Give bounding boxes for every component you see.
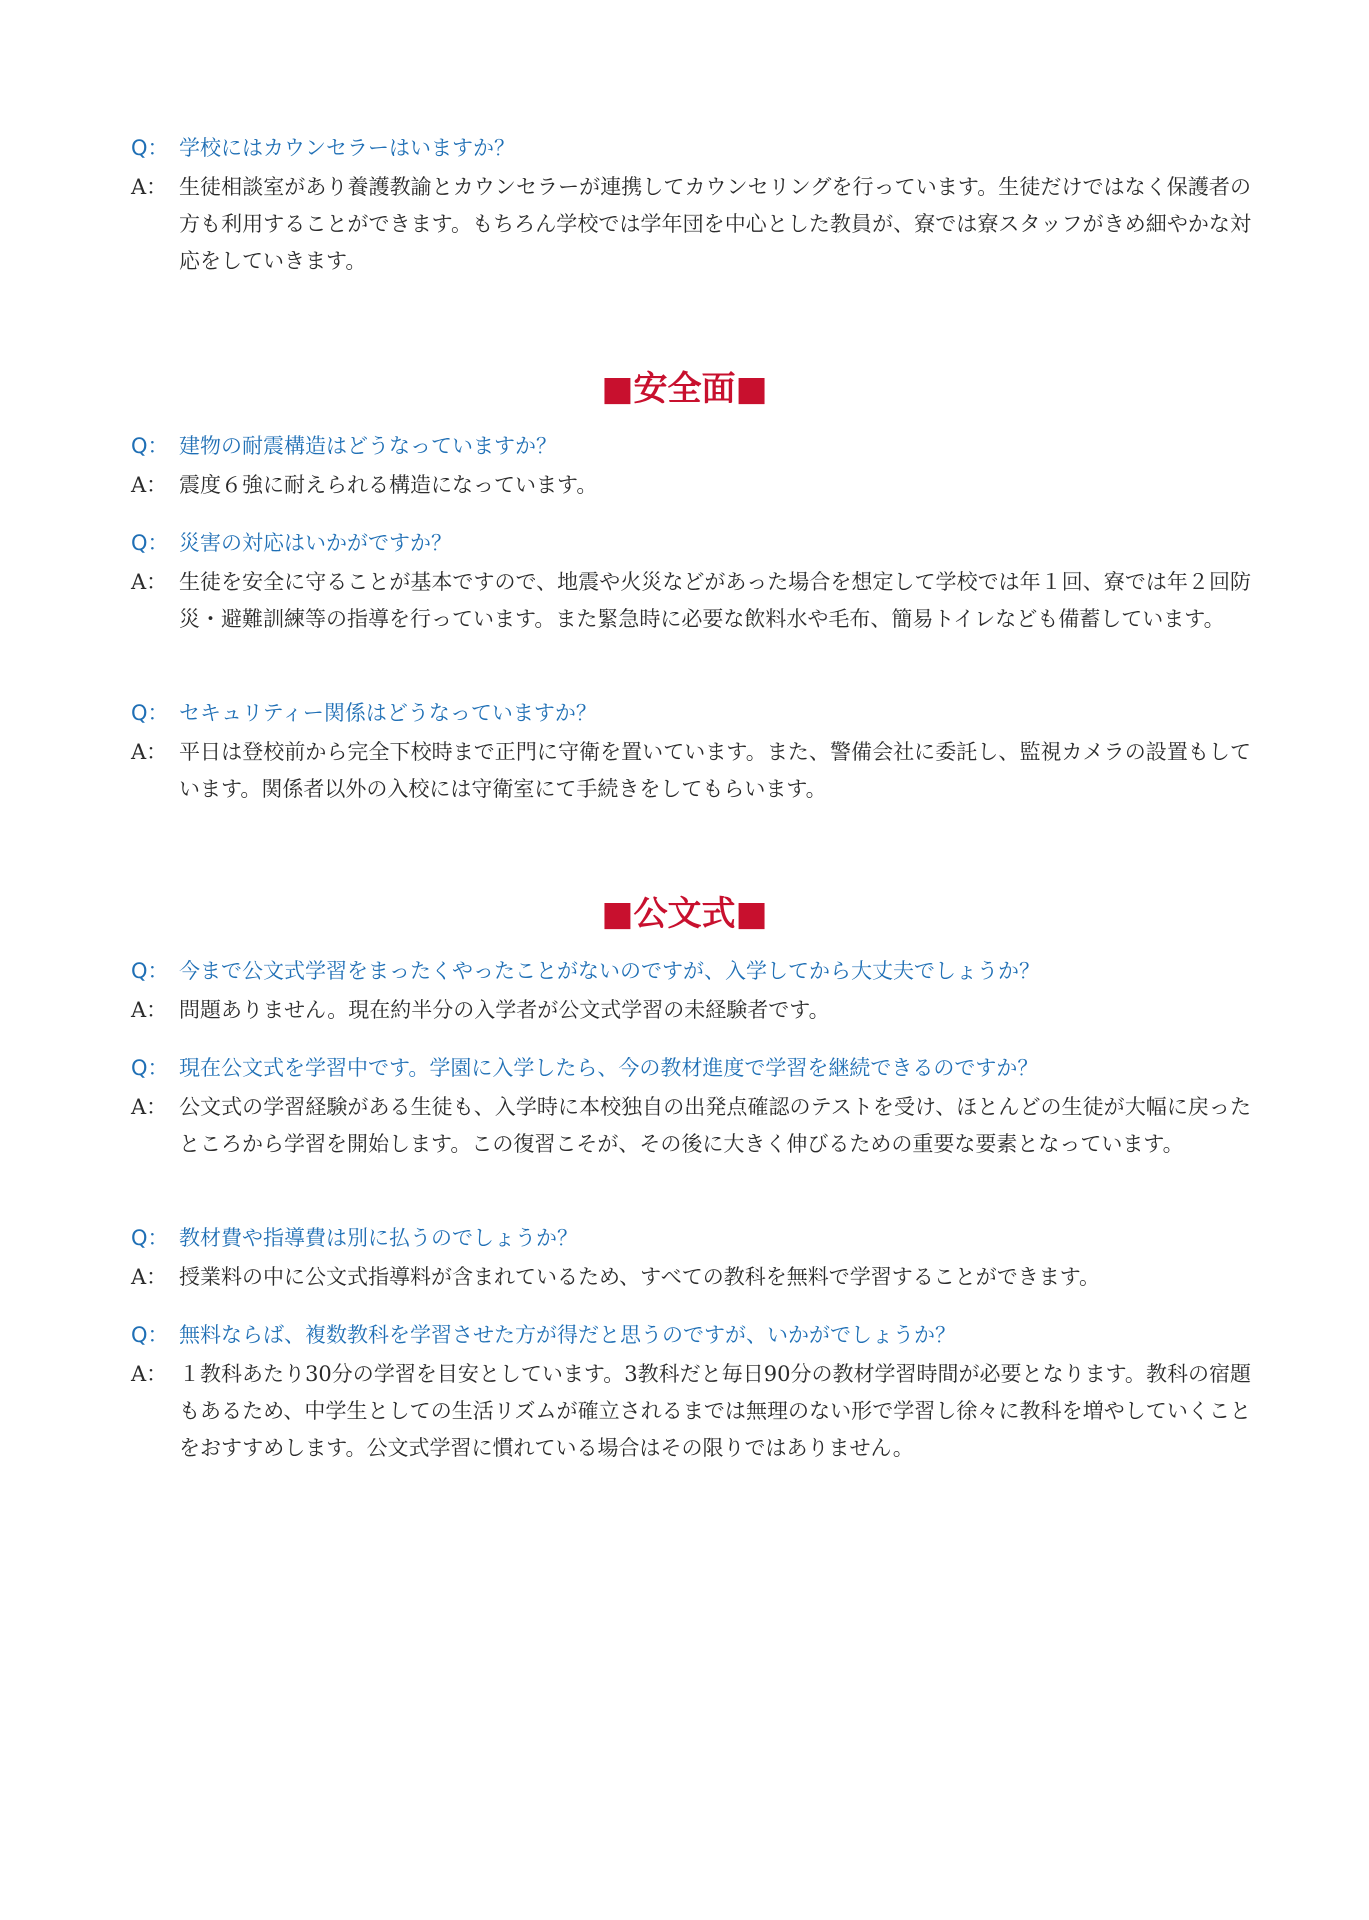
question — [131, 1223, 1251, 1253]
answer-text: 公文式の学習経験がある生徒も、入学時に本校独自の出発点確認のテストを受け、ほとんどの生徒が大幅に戻ったところから学習を開始します。この復習こそが、その後に大きく伸びるための重要な要素となっています。 — [179, 1095, 1251, 1156]
answer-text: １教科あたり30分の学習を目安としています。3教科だと毎日90分の教材学習時間が必要となります。教科の宿題もあるため、中学生としての生活リズムが確立されるまでは無理のない形で学習し徐々に教科を増やしていくことをおすすめします。公文式学習に慣れている場合はその限りではありません。 — [179, 1362, 1251, 1460]
question-mark: Q： — [131, 434, 169, 458]
question-mark: Q： — [131, 1226, 169, 1250]
answer-text: 問題ありません。現在約半分の入学者が公文式学習の未経験者です。 — [179, 998, 830, 1022]
answer — [131, 1356, 1251, 1467]
answer-text: 震度６強に耐えられる構造になっています。 — [179, 473, 598, 497]
question-text: 今まで公文式学習をまったくやったことがないのですが、入学してから大丈夫でしょうか？ — [179, 959, 1040, 983]
question-mark: Q： — [131, 701, 169, 725]
question-text: 教材費や指導費は別に払うのでしょうか？ — [179, 1226, 578, 1250]
answer-text: 生徒を安全に守ることが基本ですので、地震や火災などがあった場合を想定して学校では年１回、寮では年２回防災・避難訓練等の指導を行っています。また緊急時に必要な飲料水や毛布、簡易トイレなども備蓄しています。 — [179, 570, 1251, 631]
question — [131, 133, 1251, 163]
answer — [131, 1259, 1251, 1296]
question-mark: Q： — [131, 959, 169, 983]
question — [131, 431, 1251, 461]
question — [131, 698, 1251, 728]
qa-kumon-2 — [131, 1053, 1251, 1163]
question-mark: Q： — [131, 531, 169, 555]
answer-mark: A： — [131, 1265, 168, 1289]
question — [131, 1320, 1251, 1350]
qa-intro — [131, 133, 1251, 280]
section-heading-kumon: ■公文式■ — [601, 894, 768, 934]
question-text: 災害の対応はいかがですか？ — [179, 531, 452, 555]
question-mark: Q： — [131, 136, 169, 160]
answer — [131, 992, 1251, 1029]
answer-mark: A： — [131, 175, 168, 199]
answer-mark: A： — [131, 740, 168, 764]
question-text: 建物の耐震構造はどうなっていますか？ — [179, 434, 557, 458]
answer-text: 生徒相談室があり養護教諭とカウンセラーが連携してカウンセリングを行っています。生徒だけではなく保護者の方も利用することができます。もちろん学校では学年団を中心とした教員が、寮では寮スタッフがきめ細やかな対応をしていきます。 — [179, 175, 1251, 273]
question — [131, 528, 1251, 558]
answer-mark: A： — [131, 1362, 168, 1386]
answer-text: 平日は登校前から完全下校時まで正門に守衛を置いています。また、警備会社に委託し、監視カメラの設置もしています。関係者以外の入校には守衛室にて手続きをしてもらいます。 — [179, 740, 1251, 801]
section-heading-safety: ■安全面■ — [601, 369, 768, 409]
answer — [131, 1089, 1251, 1163]
answer — [131, 467, 1251, 504]
answer-text: 授業料の中に公文式指導料が含まれているため、すべての教科を無料で学習することができます。 — [179, 1265, 1101, 1289]
answer — [131, 169, 1251, 280]
question-mark: Q： — [131, 1323, 169, 1347]
question-mark: Q： — [131, 1056, 169, 1080]
answer-mark: A： — [131, 998, 168, 1022]
question-text: 現在公文式を学習中です。学園に入学したら、今の教材進度で学習を継続できるのですか？ — [179, 1056, 1039, 1080]
qa-safety-3 — [131, 698, 1251, 808]
answer-mark: A： — [131, 1095, 168, 1119]
question-text: 無料ならば、複数教科を学習させた方が得だと思うのですが、いかがでしょうか？ — [179, 1323, 956, 1347]
qa-safety-2 — [131, 528, 1251, 638]
qa-kumon-1 — [131, 956, 1251, 1029]
question-text: 学校にはカウンセラーはいますか？ — [179, 136, 515, 160]
answer-mark: A： — [131, 570, 168, 594]
answer-mark: A： — [131, 473, 168, 497]
answer — [131, 564, 1251, 638]
qa-safety-1 — [131, 431, 1251, 504]
question-text: セキュリティー関係はどうなっていますか？ — [179, 701, 597, 725]
answer — [131, 734, 1251, 808]
question — [131, 1053, 1251, 1083]
question — [131, 956, 1251, 986]
qa-kumon-4 — [131, 1320, 1251, 1467]
qa-kumon-3 — [131, 1223, 1251, 1296]
